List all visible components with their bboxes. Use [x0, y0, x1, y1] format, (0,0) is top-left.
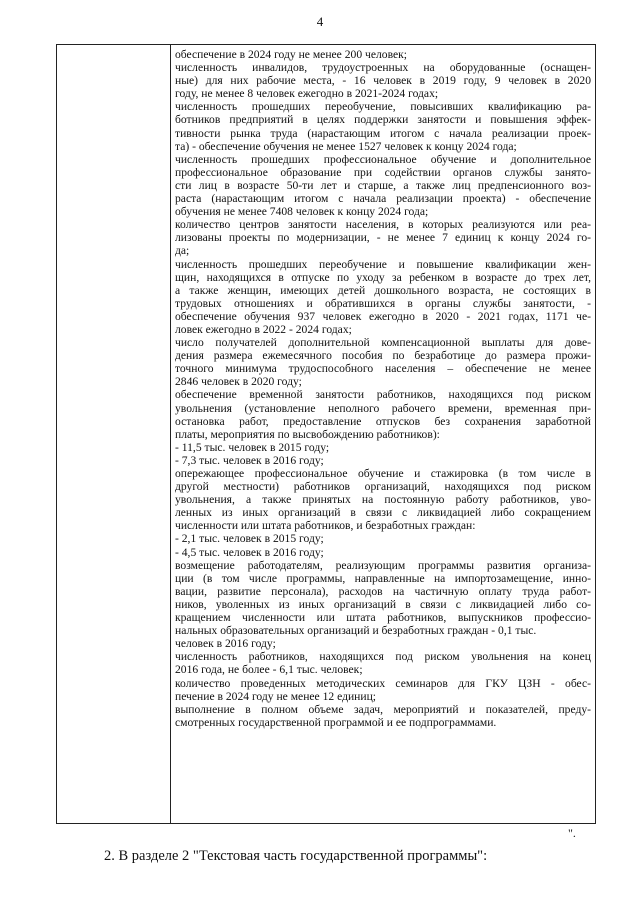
table-text-line: щин, находящихся в отпуске по уходу за ребенком в возрасте до трех лет,	[175, 270, 591, 284]
table-text-line: году, не менее 8 человек ежегодно в 2021-2024 годах;	[175, 87, 439, 101]
table-text-line: раста (нарастающим итогом с начала реализации проекта) - обеспечение	[175, 192, 591, 206]
table-text-line: профессиональное образование при содействии органов службы занято-	[175, 165, 591, 179]
table-text-line: да;	[175, 244, 190, 258]
table-text-line: лизованы проекты по модернизации, - не менее 7 единиц к концу 2024 го-	[175, 231, 591, 245]
table-text-line: трудовых отношениях и обратившихся в органы службы занятости, -	[175, 296, 591, 310]
table-text-line: обеспечение временной занятости работников, находящихся под риском	[175, 388, 591, 402]
table-text-line: 2846 человек в 2020 году;	[175, 375, 302, 389]
table-text-line: кращением численности или штата работников, выпускников профессио-	[175, 611, 591, 625]
table-text-line: вации, развитие персонала), расходов на частичную оплату труда работ-	[175, 584, 591, 598]
table-text-line: дения размера ежемесячного пособия по безработице до размера прожи-	[175, 349, 591, 363]
table-text-line: численность инвалидов, трудоустроенных на оборудованные (оснащен-	[175, 61, 591, 75]
table-text-line: обеспечение обучения 937 человек ежегодно в 2020 - 2021 годах, 1171 че-	[175, 309, 591, 323]
table-text-line: тивности рынка труда (нарастающим итогом с начала реализации проек-	[175, 126, 591, 140]
table-text-line: численность работников, находящихся под риском увольнения на конец	[175, 650, 591, 664]
page-number: 4	[316, 14, 324, 29]
table-text-line: та) - обеспечение обучения не менее 1527 человек к концу 2024 года;	[175, 139, 517, 153]
table-text-line: ции (в том числе программы, направленные на импортозамещение, инно-	[175, 571, 591, 585]
table-text-line: точного минимума трудоспособного населения – обеспечение не менее	[175, 362, 591, 376]
table-text-line: - 11,5 тыс. человек в 2015 году;	[175, 440, 330, 454]
table-text-line: - 4,5 тыс. человек в 2016 году;	[175, 545, 324, 559]
table-text-line: сти лиц в возрасте 50-ти лет и старше, а также лиц предпенсионного воз-	[175, 178, 591, 192]
table-text-line: увольнения, а также принятых на постоянную работу работников, уво-	[175, 493, 591, 507]
table-text-line: численность прошедших переобучение, повысивших квалификацию ра-	[175, 100, 591, 114]
table-text-line: численность прошедших профессиональное обучение и дополнительное	[175, 152, 591, 166]
section-heading: 2. В разделе 2 "Текстовая часть государственной программы":	[104, 848, 488, 864]
table-left-column	[57, 45, 171, 823]
table-text-line: обеспечение в 2024 году не менее 200 человек;	[175, 48, 407, 61]
table-right-column	[171, 45, 595, 729]
table-text-line: численность прошедших переобучение и повышение квалификации жен-	[175, 257, 591, 271]
table-text-line: человек в 2016 году;	[175, 637, 276, 651]
table-text-line: а также женщин, имеющих детей дошкольного возраста, не состоящих в	[175, 283, 591, 297]
table-text-line: ловек ежегодно в 2022 - 2024 годах;	[175, 322, 352, 336]
table-text-line: другой местности) работников организаций, находящихся под риском	[175, 480, 591, 494]
table-text-line: численности или штата работников, и безработных граждан:	[175, 519, 476, 533]
table-text-line: ленных из иных организаций в связи с ликвидацией либо сокращением	[175, 506, 591, 520]
table-text-line: выполнение в полном объеме задач, мероприятий и показателей, преду-	[175, 702, 591, 716]
table-text-line: остановка работ, предоставление отпусков без сохранения заработной	[175, 414, 591, 428]
table-text-line: печение в 2024 году не менее 12 единиц;	[175, 689, 377, 703]
closing-quote: ".	[568, 826, 576, 840]
table-text-line: - 7,3 тыс. человек в 2016 году;	[175, 453, 324, 467]
table-text-line: возмещение работодателям, реализующим программы развития организа-	[175, 558, 591, 572]
table-text-line: смотренных государственной программой и ее подпрограммами.	[175, 715, 497, 729]
table-text-line: увольнения (установление неполного рабочего времени, временная при-	[175, 401, 591, 415]
table-text-line: число получателей дополнительной компенсационной выплаты для дове-	[175, 336, 591, 350]
table-text-line: ботников предприятий в целях поддержки занятости и повышения эффек-	[175, 113, 591, 127]
table-text-line: количество центров занятости населения, в которых реализуются или реа-	[175, 218, 591, 232]
table-text-line: опережающее профессиональное обучение и стажировка (в том числе в	[175, 467, 591, 480]
table-text-line: обучения не менее 7408 человек к концу 2024 года;	[175, 205, 429, 219]
table-text-line: 2016 года, не более - 6,1 тыс. человек;	[175, 663, 363, 677]
table-text-line: количество проведенных методических семинаров для ГКУ ЦЗН - обес-	[175, 676, 591, 690]
table-text-line: нальных образовательных организаций и безработных граждан - 0,1 тыс.	[175, 624, 537, 638]
indicators-table	[56, 44, 596, 824]
table-text-line: - 2,1 тыс. человек в 2015 году;	[175, 532, 324, 546]
table-text-line: платы, мероприятия по высвобождению работников):	[175, 427, 440, 441]
table-text-line: ников, уволенных из иных организаций в связи с ликвидацией либо со-	[175, 597, 591, 611]
table-text-line: ные) для них рабочие места, - 16 человек в 2019 году, 9 человек в 2020	[175, 74, 591, 88]
